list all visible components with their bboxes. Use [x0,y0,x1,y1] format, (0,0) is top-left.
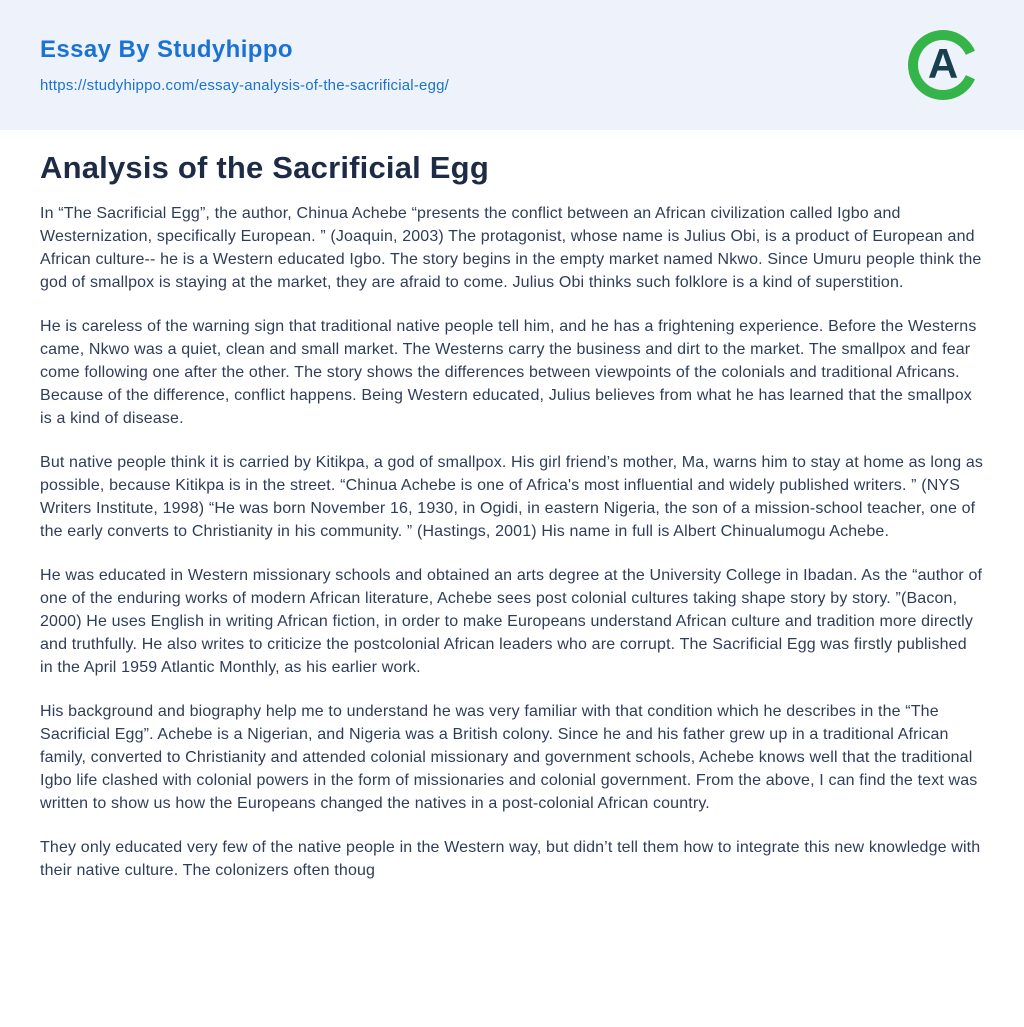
essay-paragraph-2: He is careless of the warning sign that traditional native people tell him, and he has a frightening experience. Before the Westerns came, Nkwo was a quiet, clean and small market. The Westerns carry the business and dirt to the market. The smallpox and fear come following one after the other. The story shows the differences between viewpoints of the colonials and traditional Africans. Because of the difference, conflict happens. Being Western educated, Julius believes from what he has learned that the smallpox is a kind of disease. [40,318,977,427]
essay-title: Analysis of the Sacrificial Egg [40,150,489,185]
essay-paragraph-6-truncated: They only educated very few of the native people in the Western way, but didn’t tell them how to integrate this new knowledge with their native culture. The colonizers often thoug [40,839,981,879]
essay-paragraph-1: In “The Sacrificial Egg”, the author, Chinua Achebe “presents the conflict between an African civilization called Igbo and Westernization, specifically European. ” (Joaquin, 2003) The protagonist, whose name is Julius Obi, is a product of European and African culture-- he is a Western educated Igbo. The story begins in the empty market named Nkwo. Since Umuru people think the god of smallpox is staying at the market, they are afraid to come. Julius Obi thinks such folklore is a kind of superstition. [40,205,982,291]
essay-url-link[interactable]: https://studyhippo.com/essay-analysis-of-the-sacrificial-egg/ [40,77,450,94]
essay-paragraph-4: He was educated in Western missionary schools and obtained an arts degree at the University College in Ibadan. As the “author of one of the enduring works of modern African literature, Achebe sees post colonial cultures taking shape story by story. ”(Bacon, 2000) He uses English in writing African fiction, in order to make Europeans understand African culture and tradition more directly and truthfully. He also writes to criticize the postcolonial African leaders who are corrupt. The Sacrificial Egg was firstly published in the April 1959 Atlantic Monthly, as his earlier work. [40,567,983,676]
header-text-block [40,36,449,94]
logo-letter: A [927,40,959,87]
essay-content [0,150,1024,882]
site-header [0,0,1024,130]
essay-paragraph-5: His background and biography help me to understand he was very familiar with that condition which he describes in the “The Sacrificial Egg”. Achebe is a Nigerian, and Nigeria was a British colony. Since he and his father grew up in a traditional African family, converted to Christianity and attended colonial missionary and government schools, Achebe knows well that the traditional Igbo life clashed with colonial powers in the form of missionaries and colonial government. From the above, I can find the text was written to show us how the Europeans changed the natives in a post-colonial African country. [40,703,978,812]
studyhippo-logo [906,28,980,102]
essay-paragraph-3: But native people think it is carried by Kitikpa, a god of smallpox. His girl friend’s mother, Ma, warns him to stay at home as long as possible, because Kitikpa is in the street. “Chinua Achebe is one of Africa's most influential and widely published writers. ” (NYS Writers Institute, 1998) “He was born November 16, 1930, in Ogidi, in eastern Nigeria, the son of a mission-school teacher, one of the early converts to Christianity in his community. ” (Hastings, 2001) His name in full is Albert Chinualumogu Achebe. [40,454,984,540]
site-title-link[interactable]: Essay By Studyhippo [40,36,293,63]
